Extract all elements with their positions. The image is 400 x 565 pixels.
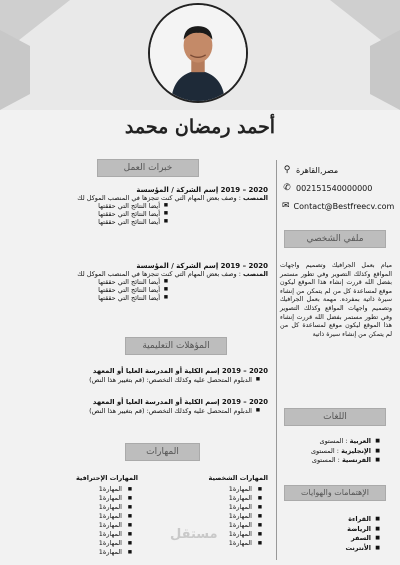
job-description: المنصب : وصف بعض المهام التي كنت تنجزها في المنصب الموكل لك	[77, 270, 268, 278]
job-result-item: ■ أيضا النتائج التي حققتها	[58, 218, 168, 226]
skill-item: ■ المهارة1	[190, 494, 268, 503]
skill-item: ■ المهارة1	[190, 503, 268, 512]
contact-location	[282, 165, 392, 175]
column-divider	[276, 160, 277, 560]
phone-text: 002151540000000	[296, 183, 373, 193]
skill-item: ■ المهارة1	[60, 548, 138, 557]
education-degree: ■ الدبلوم المتحصل عليه وكذلك التخصص: (قم بتغيير هذا النص)	[58, 376, 268, 385]
personal-skills-caption: المهارات الشخصية	[208, 474, 268, 482]
interest-item: ■ السفر	[300, 534, 380, 544]
job-result-item: ■ أيضا النتائج التي حققتها	[58, 294, 168, 302]
interests-list	[300, 515, 380, 553]
skill-item: ■ المهارة1	[190, 512, 268, 521]
location-pin-icon: ⚲	[283, 165, 291, 175]
location-text: مصر,القاهرة	[296, 165, 339, 175]
job-entry	[58, 262, 268, 302]
job-results-list	[58, 202, 268, 226]
job-result-item: ■ أيضا النتائج التي حققتها	[58, 278, 168, 286]
section-education-heading: المؤهلات التعليمية	[125, 337, 227, 355]
skill-item: ■ المهارة1	[60, 512, 138, 521]
contact-phone	[282, 183, 392, 193]
language-item: ■ الإنجليزية : المستوى	[300, 447, 380, 457]
skill-item: ■ المهارة1	[60, 503, 138, 512]
skill-item: ■ المهارة1	[190, 521, 268, 530]
person-name: أحمد رمضان محمد	[124, 116, 276, 138]
section-languages-heading: اللغات	[284, 408, 386, 426]
profile-photo	[148, 3, 248, 103]
interest-item: ■ الأنترنت	[300, 544, 380, 554]
language-item: ■ الفرنسية : المستوى	[300, 456, 380, 466]
job-description: المنصب : وصف بعض المهام التي كنت تنجزها في المنصب الموكل لك	[77, 194, 268, 202]
contact-email	[282, 201, 395, 211]
education-entry	[58, 398, 268, 415]
languages-list	[300, 437, 380, 466]
job-results-list	[58, 278, 268, 302]
language-item: ■ العربية : المستوى	[300, 437, 380, 447]
professional-skills	[60, 474, 138, 557]
profile-photo-image	[150, 5, 246, 101]
education-entry	[58, 367, 268, 384]
job-entry	[58, 186, 268, 226]
section-interests-heading: الإهتمامات والهوايات	[284, 485, 386, 501]
professional-skills-list	[60, 485, 138, 557]
email-text: Contact@Bestfreecv.com	[293, 201, 395, 211]
skill-item: ■ المهارة1	[60, 485, 138, 494]
interest-item: ■ القراءة	[300, 515, 380, 525]
section-profile-heading: ملفي الشخصي	[284, 230, 386, 248]
skill-item: ■ المهارة1	[190, 485, 268, 494]
job-result-item: ■ أيضا النتائج التي حققتها	[58, 202, 168, 210]
professional-skills-caption: المهارات الإحترافية	[75, 474, 138, 482]
envelope-icon: ✉	[282, 201, 290, 211]
skill-item: ■ المهارة1	[190, 530, 268, 539]
job-result-item: ■ أيضا النتائج التي حققتها	[58, 286, 168, 294]
education-title: 2020 – 2019 إسم الكلية أو المدرسة العليا أو المعهد	[92, 398, 268, 406]
watermark-logo: مستقل	[170, 527, 218, 542]
job-result-item: ■ أيضا النتائج التي حققتها	[58, 210, 168, 218]
profile-text: ميام بعمل الجرافيك وتصميم واجهات المواقع وكذلك التصوير وفي تطور مستمر بفضل الله قررت إنشاء هذا الموقع ليكون موقع لمساعدة كل من لم يتمكن من إنشاء سيرة ذاتية بمفرده. مهمة بعمل الجرافيك وتصميم واجهات المواقع وكذلك التصوير وفي تطور مستمر بفضل الله قررت إنشاء هذا الموقع ليكون موقع لمساعدة كل من لم يتمكن من إنشاء سيرة ذاتية	[280, 262, 392, 338]
job-title: 2020 – 2019 إسم الشركة / المؤسسة	[136, 186, 268, 194]
skill-item: ■ المهارة1	[60, 530, 138, 539]
job-title: 2020 – 2019 إسم الشركة / المؤسسة	[136, 262, 268, 270]
skill-item: ■ المهارة1	[60, 539, 138, 548]
education-degree: ■ الدبلوم المتحصل عليه وكذلك التخصص: (قم بتغيير هذا النص)	[58, 407, 268, 416]
section-work-heading: خبرات العمل	[97, 159, 199, 177]
phone-icon: ✆	[283, 183, 291, 193]
skill-item: ■ المهارة1	[60, 521, 138, 530]
skill-item: ■ المهارة1	[60, 494, 138, 503]
skill-item: ■ المهارة1	[190, 539, 268, 548]
education-title: 2020 – 2019 إسم الكلية أو المدرسة العليا أو المعهد	[92, 367, 268, 375]
section-skills-heading: المهارات	[125, 443, 200, 461]
interest-item: ■ الرياضة	[300, 525, 380, 535]
